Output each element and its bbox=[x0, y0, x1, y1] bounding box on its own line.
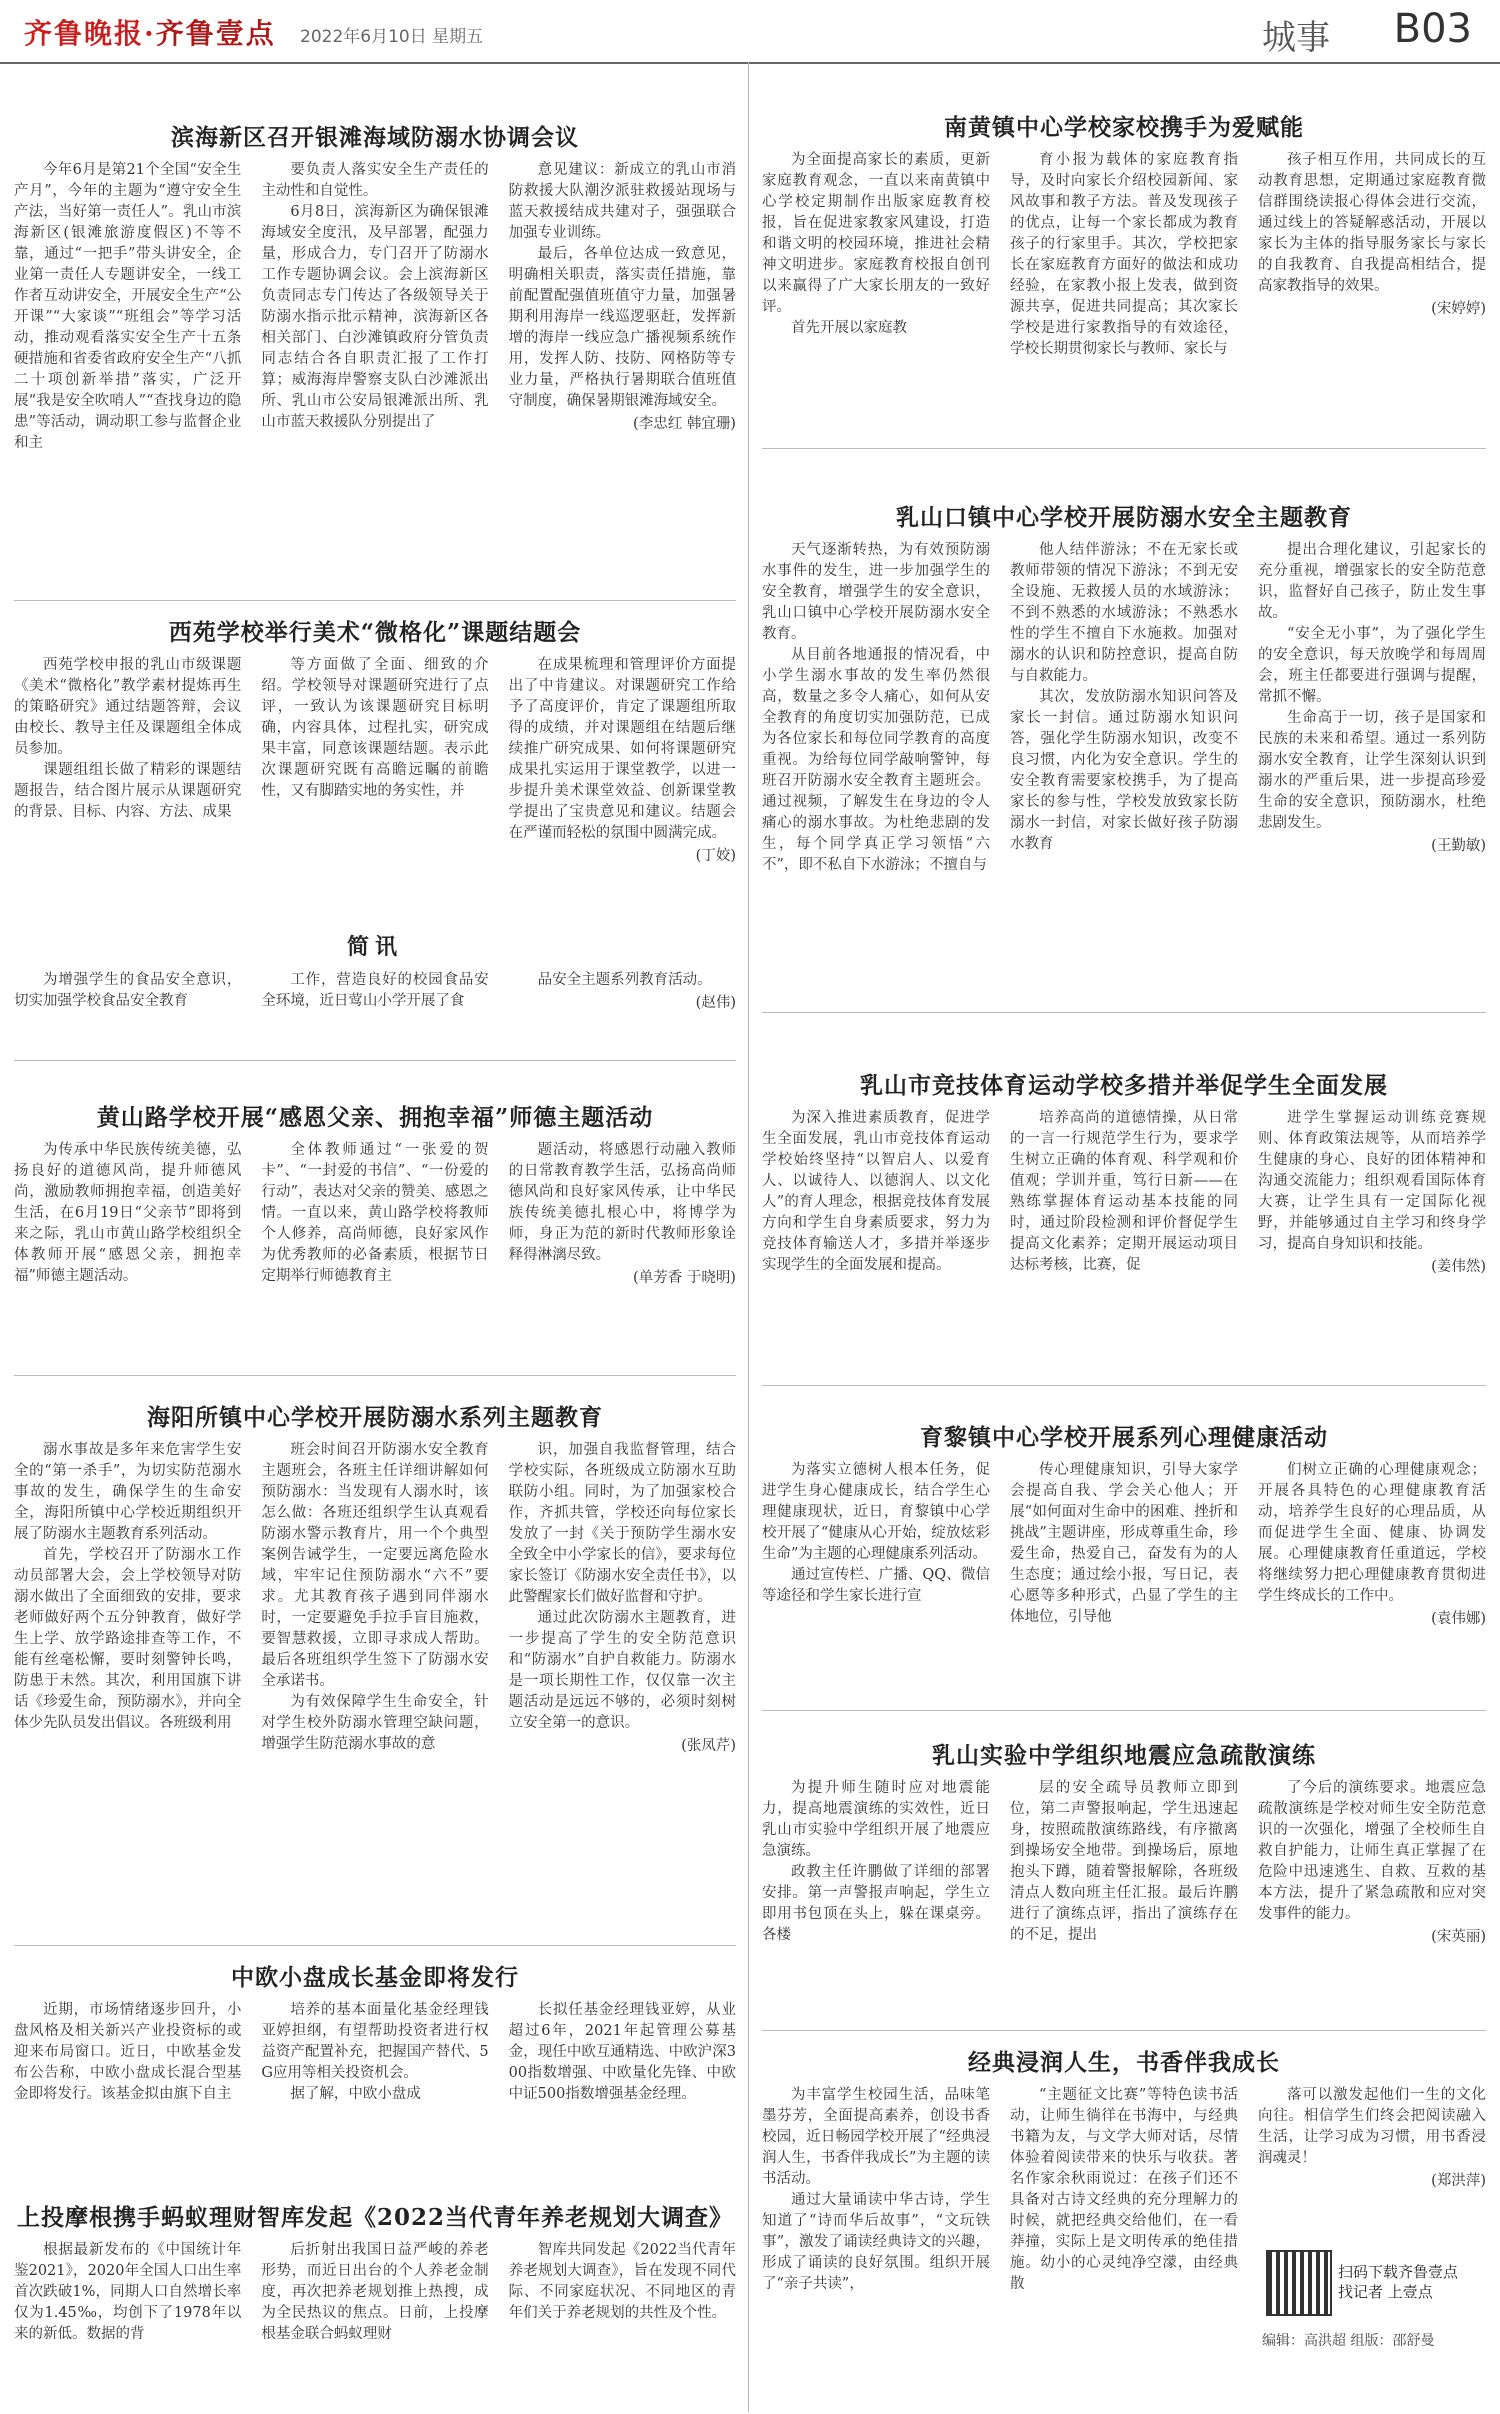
byline: (郑洪萍) bbox=[1431, 2173, 1486, 2189]
article-column: 他人结伴游泳；不在无家长或教师带领的情况下游泳；不到无安全设施、无救援人员的水域游泳；不到不熟悉的水域游泳；不熟悉水性的学生不擅自下水施救。加强对溺水的认识和防控意识，提高自防与自救能力。 其次，发放防溺水知识问答及家长一封信。通过防溺水知识问答，强化学生防溺水知识，改变不良习惯，内化为安全意识。学生的安全教育需要家校携手，为了提高家长的参与性，学校发放致家长防溺水一封信，对家长做好孩子防溺水教育 bbox=[1010, 542, 1238, 852]
article-column: 在成果梳理和管理评价方面提出了中肯建议。对课题研究工作给予了高度评价，肯定了课题组所取得的成绩，并对课题组在结题后继续推广研究成果、如何将课题研究成果扎实运用于课堂教学，以进一步提升美术课堂效益、创新课堂教学提出了宝贵意见和建议。结题会在严谨而轻松的氛围中圆满完成。 bbox=[508, 657, 736, 841]
newspaper-logo: 齐鲁晚报·齐鲁壹点 bbox=[24, 17, 276, 50]
rule bbox=[762, 1710, 1486, 1711]
rule bbox=[762, 448, 1486, 449]
column-divider bbox=[748, 62, 749, 2412]
rule bbox=[762, 2030, 1486, 2031]
article-brief bbox=[14, 920, 736, 1050]
article-column: 为落实立德树人根本任务，促进学生身心健康成长，结合学生心理健康现状，近日，育黎镇中心学校开展了“健康从心开始，绽放炫彩生命”为主题的心理健康系列活动。 通过宣传栏、广播、QQ、微信等途径和学生家长进行宣 bbox=[762, 1462, 990, 1604]
article-column: 意见建议：新成立的乳山市消防救援大队潮汐派驻救援站现场与蓝天救援结成共建对子，强强联合加强专业训练。 最后，各单位达成一致意见，明确相关职责，落实责任措施，靠前配置配强值班值守力量，加强暑期利用海岸一线巡逻驱赶，发挥新增的海岸一线应急广播视频系统作用，发挥人防、技防、网格防等专业力量，严格执行暑期联合值班值守制度，确保暑期银滩海域安全。 bbox=[508, 162, 736, 409]
article-column: 进学生掌握运动训练竞赛规则、体育政策法规等，从而培养学生健康的身心、良好的团体精神和沟通交流能力；组织观看国际体育大赛，让学生具有一定国际化视野，并能够通过自主学习和终身学习，提高自身知识和技能。 bbox=[1258, 1110, 1486, 1252]
article-column: 工作，营造良好的校园食品安全环境，近日莺山小学开展了食 bbox=[261, 972, 489, 1009]
article-column: 层的安全疏导员教师立即到位，第二声警报响起，学生迅速起身，按照疏散演练路线，有序撤离到操场安全地带。到操场后，原地抱头下蹲，随着警报解除，各班级清点人数向班主任汇报。最后许鹏进行了演练点评，指出了演练存在的不足，提出 bbox=[1010, 1780, 1238, 1943]
byline: (姜伟然) bbox=[1431, 1259, 1486, 1275]
rule bbox=[14, 1375, 736, 1376]
qr-caption: 扫码下载齐鲁壹点 找记者 上壹点 bbox=[1338, 2263, 1459, 2301]
article-title: 简讯 bbox=[346, 933, 403, 960]
article-title: 中欧小盘成长基金即将发行 bbox=[231, 1963, 519, 1991]
article-huangshanlu bbox=[14, 1090, 736, 1370]
byline: (宋英丽) bbox=[1431, 1929, 1486, 1945]
article-column: 育小报为载体的家庭教育指导，及时向家长介绍校园新闻、家风故事和教子方法。普及发现孩子的优点，让每一个家长都成为教育孩子的行家里手。其次，学校把家长在家庭教育方面好的做法和成功经验，在家教小报上发表，做到资源共享，促进共同提高；其次家长学校是进行家教指导的有效途径，学校长期贯彻家长与教师、家长与 bbox=[1010, 152, 1238, 357]
article-nanhuang bbox=[762, 100, 1486, 440]
rule bbox=[14, 1945, 736, 1946]
article-title: 经典浸润人生，书香伴我成长 bbox=[968, 2048, 1280, 2076]
byline: (王勤敏) bbox=[1431, 838, 1486, 854]
article-column: 落可以激发起他们一生的文化向往。相信学生们终会把阅读融入生活，让学习成为习惯，用书香浸润魂灵！ bbox=[1258, 2087, 1486, 2166]
article-title: 乳山市竞技体育运动学校多措并举促学生全面发展 bbox=[860, 1071, 1388, 1099]
article-column: 天气逐渐转热，为有效预防溺水事件的发生，进一步加强学生的安全教育，增强学生的安全意识，乳山口镇中心学校开展防溺水安全教育。 从目前各地通报的情况看，中小学生溺水事故的发生率仍然很高，数量之多令人痛心，如何从安全教育的角度切实加强防范，已成为各位家长和每位同学教育的高度重视。为给每位同学敲响警钟，每班召开防溺水安全教育主题班会。通过视频，了解发生在身边的令人痛心的溺水事故。为杜绝悲剧的发生，每个同学真正学习领悟“六不”，即不私自下水游泳；不擅自与 bbox=[762, 542, 990, 873]
article-column: 为传承中华民族传统美德，弘扬良好的道德风尚，提升师德风尚，激励教师拥抱幸福，创造美好生活，在6月19日“父亲节”即将到来之际，乳山市黄山路学校组织全体教师开展“感恩父亲，拥抱幸福”师德主题活动。 bbox=[14, 1142, 242, 1284]
rule bbox=[14, 1060, 736, 1061]
article-column: 长拟任基金经理钱亚婷，从业超过6年，2021年起管理公募基金，现任中欧互通精选、中欧沪深300指数增强、中欧量化先锋、中欧中证500指数增强基金经理。 bbox=[508, 2002, 736, 2102]
article-column: 全体教师通过“一张爱的贺卡”、“一封爱的书信”、“一份爱的行动”，表达对父亲的赞美、感恩之情。一直以来，黄山路学校将教师个人修养，高尚师德，良好家风作为优秀教师的必备素质，根据节日定期举行师德教育主 bbox=[261, 1142, 489, 1284]
masthead bbox=[0, 0, 1500, 64]
article-column: 品安全主题系列教育活动。 bbox=[537, 972, 712, 988]
byline: (张凤芹) bbox=[681, 1738, 736, 1754]
article-column: “主题征文比赛”等特色读书活动，让师生徜徉在书海中，与经典书籍为友，与文学大师对话，尽情体验着阅读带来的快乐与收获。著名作家余秋雨说过：在孩子们还不具备对古诗文经典的充分理解力的时候，就把经典交给他们，在一看莽撞，实际上是文明传承的绝佳措施。幼小的心灵纯净空濛，由经典散 bbox=[1010, 2087, 1238, 2292]
article-column: 班会时间召开防溺水安全教育主题班会，各班主任详细讲解如何预防溺水：当发现有人溺水时，该怎么做：各班还组织学生认真观看防溺水警示教育片，用一个个典型案例告诫学生，一定要远离危险水域，牢牢记住预防溺水“六不”要求。尤其教育孩子遇到同伴溺水时，一定要避免手拉手盲目施救，要智慧救援，立即寻求成人帮助。最后各班组织学生签下了防溺水安全承诺书。 为有效保障学生生命安全，针对学生校外防溺水管理空缺问题，增强学生防范溺水事故的意 bbox=[261, 1442, 489, 1752]
article-column: 后折射出我国日益严峻的养老形势，而近日出台的个人养老金制度，再次把养老规划推上热搜，成为全民热议的焦点。日前，上投摩根基金联合蚂蚁理财 bbox=[261, 2242, 489, 2342]
byline: (宋婷婷) bbox=[1431, 301, 1486, 317]
rule bbox=[14, 600, 736, 601]
article-column: 们树立正确的心理健康观念；开展各具特色的心理健康教育活动，培养学生良好的心理品质，从而促进学生全面、健康、协调发展。心理健康教育任重道远，学校将继续努力把心理健康教育贯彻进学生终成长的工作中。 bbox=[1258, 1462, 1486, 1604]
byline: (单芳香 于晓明) bbox=[633, 1270, 736, 1286]
byline: (袁伟娜) bbox=[1431, 1611, 1486, 1627]
section-name: 城事 bbox=[1262, 18, 1330, 58]
logo-primary: 齐鲁晚报 bbox=[24, 17, 145, 50]
byline: (赵伟) bbox=[695, 995, 736, 1011]
article-column: 为丰富学生校园生活，品味笔墨芬芳，全面提高素养，创设书香校园，近日畅园学校开展了“经典浸润人生，书香伴我成长”为主题的读书活动。 通过大量诵读中华古诗，学生知道了“诗而华后故事”，“文玩铁事”，激发了诵读经典诗文的兴趣，形成了诵读的良好氛围。组织开展了“亲子共读”， bbox=[762, 2087, 990, 2292]
article-shiyan bbox=[762, 1728, 1486, 2028]
article-title: 乳山实验中学组织地震应急疏散演练 bbox=[932, 1741, 1316, 1769]
article-column: 题活动，将感恩行动融入教师的日常教育教学生活，弘扬高尚师德风尚和良好家风传承，让中华民族传统美德扎根心中，将博学为师，身正为范的新时代教师形象诠释得淋漓尽致。 bbox=[508, 1142, 736, 1263]
article-shangtou bbox=[14, 2190, 736, 2412]
article-column: 溺水事故是多年来危害学生安全的“第一杀手”，为切实防范溺水事故的发生，确保学生的生命安全，海阳所镇中心学校近期组织开展了防溺水主题教育系列活动。 首先，学校召开了防溺水工作动员部署大会，会上学校领导对防溺水做出了全面细致的安排，要求老师做好两个五分钟教育，做好学生上学、放学路途排查等工作，不能有丝毫松懈，要时刻警钟长鸣，防患于未然。其次，利用国旗下讲话《珍爱生命，预防溺水》，并向全体少先队员发出倡议。各班级利用 bbox=[14, 1442, 242, 1731]
article-column: 培养高尚的道德情操，从日常的一言一行规范学生行为，要求学生树立正确的体育观、科学观和价值观；学训并重，笃行日新——在熟练掌握体育运动基本技能的同时，通过阶段检测和评价督促学生提高文化素养；定期开展运动项目达标考核，比赛，促 bbox=[1010, 1110, 1238, 1273]
article-title: 育黎镇中心学校开展系列心理健康活动 bbox=[920, 1423, 1328, 1451]
article-column: 识，加强自我监督管理，结合学校实际，各班级成立防溺水互助联防小组。同时，为了加强家校合作，齐抓共管，学校还向每位家长发放了一封《关于预防学生溺水安全致全中小学家长的信》，要求每位家长签订《防溺水安全责任书》，以此警醒家长们做好监督和守护。 通过此次防溺水主题教育，进一步提高了学生的安全防范意识和“防溺水”自护自救能力。防溺水是一项长期性工作，仅仅靠一次主题活动是远远不够的，必须时刻树立安全第一的意识。 bbox=[508, 1442, 736, 1731]
article-column: 为深入推进素质教育，促进学生全面发展，乳山市竞技体育运动学校始终坚持“以智启人、以爱育人、以诚待人、以德润人、以文化人”的育人理念，根据竞技体育发展方向和学生自身素质要求，努力为竞技体育输送人才，多措并举逐步实现学生的全面发展和提高。 bbox=[762, 1110, 990, 1273]
article-haiyangsuo bbox=[14, 1390, 736, 1940]
article-title: 滨海新区召开银滩海域防溺水协调会议 bbox=[171, 123, 579, 151]
byline: (李忠红 韩宜珊) bbox=[633, 416, 736, 432]
qr-code-icon[interactable] bbox=[1266, 2250, 1332, 2316]
article-yuli bbox=[762, 1410, 1486, 1700]
article-column: 孩子相互作用，共同成长的互动教育思想，定期通过家庭教育微信群围绕读报心得体会进行交流，通过线上的答疑解惑活动，开展以家长为主体的指导服务家长与家长的自我教育、自我提高相结合，提高家教指导的效果。 bbox=[1258, 152, 1486, 294]
article-column: 根据最新发布的《中国统计年鉴2021》，2020年全国人口出生率首次跌破1%，同期人口自然增长率仅为1.45‰，均创下了1978年以来的新低。数据的背 bbox=[14, 2242, 242, 2342]
article-xiyuan bbox=[14, 605, 736, 915]
article-zhongou bbox=[14, 1950, 736, 2170]
article-column: 智库共同发起《2022当代青年养老规划大调查》，旨在发现不同代际、不同家庭状况、不同地区的青年们关于养老规划的共性及个性。 bbox=[508, 2242, 736, 2321]
article-rushankou bbox=[762, 490, 1486, 1005]
issue-date: 2022年6月10日 星期五 bbox=[300, 27, 484, 47]
article-column: 培养的基本面量化基金经理钱亚婷担纲，有望帮助投资者进行权益资产配置补充，把握国产替代、5G应用等相关投资机会。 据了解，中欧小盘成 bbox=[261, 2002, 489, 2102]
article-title: 海阳所镇中心学校开展防溺水系列主题教育 bbox=[147, 1403, 603, 1431]
article-title: 南黄镇中心学校家校携手为爱赋能 bbox=[944, 113, 1304, 141]
article-jingji bbox=[762, 1058, 1486, 1358]
article-column: 今年6月是第21个全国“安全生产月”，今年的主题为“遵守安全生产法，当好第一责任人”。乳山市滨海新区(银滩旅游度假区)不等不靠，通过“一把手”带头讲安全，企业第一责任人专题讲安全，一线工作者互动讲安全，开展安全生产“公开课”“大家谈”“班组会”等学习活动，推动观看落实安全生产十五条硬措施和省委省政府安全生产“八抓二十项创新举措”落实，广泛开展“我是安全吹哨人”“查找身边的隐患”等活动，调动职工参与监督企业和主 bbox=[14, 162, 242, 451]
article-column: 了今后的演练要求。地震应急疏散演练是学校对师生安全防范意识的一次强化，增强了全校师生自救自护能力，让师生真正掌握了在危险中迅速逃生、自救、互救的基本方法，提升了紧急疏散和应对突发事件的能力。 bbox=[1258, 1780, 1486, 1922]
article-column: 近期，市场情绪逐步回升，小盘风格及相关新兴产业投资标的或迎来布局窗口。近日，中欧基金发布公告称，中欧小盘成长混合型基金即将发行。该基金拟由旗下自主 bbox=[14, 2002, 242, 2102]
rule bbox=[762, 1385, 1486, 1386]
rule bbox=[762, 1012, 1486, 1013]
article-column: 提出合理化建议，引起家长的充分重视，增强家长的安全防范意识，监督好自己孩子，防止发生事故。 “安全无小事”，为了强化学生的安全意识，每天放晚学和每周周会，班主任都要进行强调与提醒，常抓不懈。 生命高于一切，孩子是国家和民族的未来和希望。通过一系列防溺水安全教育，让学生深刻认识到溺水的严重后果，进一步提高珍爱生命的安全意识，预防溺水，杜绝悲剧发生。 bbox=[1258, 542, 1486, 831]
article-title: 上投摩根携手蚂蚁理财智库发起《2022当代青年养老规划大调查》 bbox=[16, 2203, 733, 2231]
article-column: 为增强学生的食品安全意识，切实加强学校食品安全教育 bbox=[14, 972, 242, 1009]
article-column: 要负责人落实安全生产责任的主动性和自觉性。 6月8日，滨海新区为确保银滩海域安全度汛，及早部署，配强力量，形成合力，专门召开了防溺水工作专题协调会议。会上滨海新区负责同志专门传达了各级领导关于防溺水指示批示精神，滨海新区各相关部门、白沙滩镇政府分管负责同志结合各自职责汇报了工作打算；威海海岸警察支队白沙滩派出所、乳山市公安局银滩派出所、乳山市蓝天救援队分别提出了 bbox=[261, 162, 489, 430]
article-column: 为全面提高家长的素质，更新家庭教育观念，一直以来南黄镇中心学校定期制作出版家庭教育校报，旨在促进家教家风建设，打造和谐文明的校园环境，推进社会精神文明进步。家庭教育校报自创刊以来赢得了广大家长朋友的一致好评。 首先开展以家庭教 bbox=[762, 152, 990, 336]
logo-secondary: 齐鲁壹点 bbox=[155, 17, 276, 50]
editor-credits: 编辑：高洪超 组版：邵舒曼 bbox=[1262, 2333, 1435, 2349]
byline: (丁姣) bbox=[695, 848, 736, 864]
page-number: B03 bbox=[1393, 6, 1472, 52]
article-binhai bbox=[14, 110, 736, 600]
article-title: 西苑学校举行美术“微格化”课题结题会 bbox=[168, 618, 582, 646]
article-column: 西苑学校申报的乳山市级课题《美术“微格化”教学素材提炼再生的策略研究》通过结题答辩，会议由校长、教导主任及课题组全体成员参加。 课题组组长做了精彩的课题结题报告，结合图片展示从课题研究的背景、目标、内容、方法、成果 bbox=[14, 657, 242, 820]
article-column: 等方面做了全面、细致的介绍。学校领导对课题研究进行了点评，一致认为该课题研究目标明确，内容具体，过程扎实，研究成果丰富，同意该课题结题。表示此次课题研究既有高瞻远瞩的前瞻性，又有脚踏实地的务实性，并 bbox=[261, 657, 489, 799]
article-title: 乳山口镇中心学校开展防溺水安全主题教育 bbox=[896, 503, 1352, 531]
article-title: 黄山路学校开展“感恩父亲、拥抱幸福”师德主题活动 bbox=[96, 1103, 654, 1131]
article-column: 为提升师生随时应对地震能力，提高地震演练的实效性，近日乳山市实验中学组织开展了地震应急演练。 政教主任许鹏做了详细的部署安排。第一声警报声响起，学生立即用书包顶在头上，躲在课桌旁。各楼 bbox=[762, 1780, 990, 1943]
article-column: 传心理健康知识，引导大家学会提高自我、学会关心他人；开展“如何面对生命中的困难、挫折和挑战”主题讲座，形成尊重生命，珍爱生命，热爱自己，奋发有为的人生态度；通过绘小报，写日记，表心愿等多种形式，凸显了学生的主体地位，引导他 bbox=[1010, 1462, 1238, 1625]
